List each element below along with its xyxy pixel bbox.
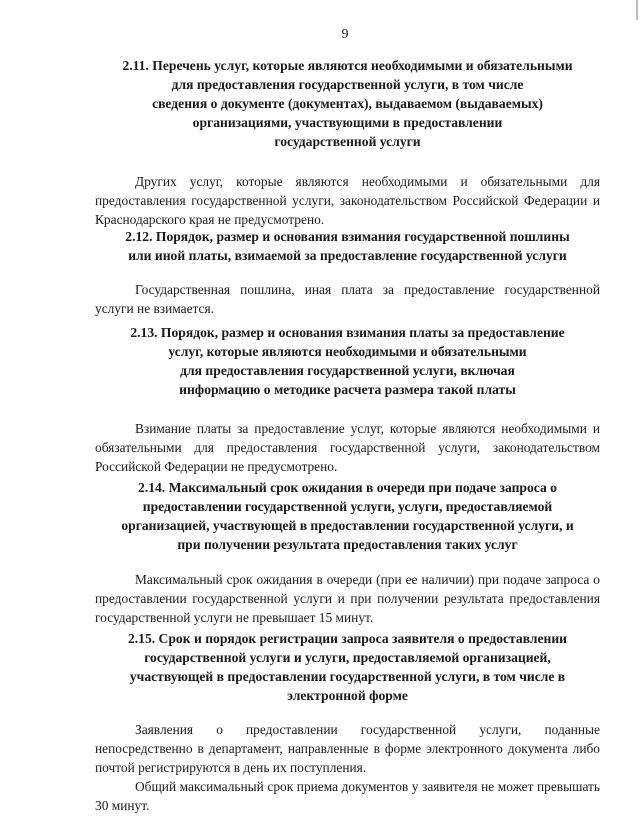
heading-line: при получении результата предоставления таких услуг [177, 537, 518, 552]
heading-line: для предоставления государственной услуги, включая [180, 363, 515, 378]
heading-line: 2.15. Срок и порядок регистрации запроса заявителя о предоставлении [127, 631, 568, 646]
section-paragraph: Заявления о предоставлении государственной услуги, поданные непосредственно в департамент, направленные в форме электронного документа либо почтой регистрируются в день их поступления. [95, 722, 600, 775]
heading-line: организацией, участвующей в предоставлении государственной услуги, и [121, 518, 574, 533]
heading-line: 2.12. Порядок, размер и основания взимания государственной пошлины [125, 229, 570, 244]
heading-line: услуг, которые являются необходимыми и обязательными [168, 344, 527, 359]
heading-line: 2.13. Порядок, размер и основания взимания платы за предоставление [130, 325, 565, 340]
heading-line: для предоставления государственной услуги, в том числе [171, 77, 524, 92]
heading-line: или иной платы, взимаемой за предоставление государственной услуги [128, 248, 567, 263]
heading-line: 2.14. Максимальный срок ожидания в очереди при подаче запроса о [138, 480, 557, 495]
section-heading [95, 629, 600, 705]
heading-line: сведения о документе (документах), выдаваемом (выдаваемых) [152, 96, 543, 111]
section-heading [95, 323, 600, 399]
section-paragraph: Максимальный срок ожидания в очереди (при ее наличии) при подаче запроса о предоставлении государственной услуги и при получении результата предоставления государственной услуги не превышает 15 минут. [95, 572, 600, 625]
heading-line: 2.11. Перечень услуг, которые являются необходимыми и обязательными [122, 58, 573, 73]
section-heading [95, 227, 600, 265]
section-paragraph: Других услуг, которые являются необходимыми и обязательными для предоставления государственной услуги, законодательством Российской Федерации и Краснодарского края не предусмотрено. [95, 174, 600, 227]
section-2-15 [95, 629, 600, 815]
section-heading [95, 478, 600, 554]
section-heading [95, 56, 600, 151]
section-paragraph: Государственная пошлина, иная плата за предоставление государственной услуги не взимается. [95, 282, 600, 316]
section-2-11 [95, 56, 600, 229]
section-2-13 [95, 323, 600, 476]
heading-line: информацию о методике расчета размера такой платы [179, 382, 516, 397]
heading-line: участвующей в предоставлении государственной услуги, в том числе в [129, 669, 566, 684]
section-paragraph: Взимание платы за предоставление услуг, которые являются необходимыми и обязательными для предоставления государственной услуги, законодательством Российской Федерации не предусмотрено. [95, 421, 600, 474]
section-2-14 [95, 478, 600, 627]
heading-line: государственной услуги [274, 134, 421, 149]
heading-line: государственной услуги и услуги, предоставляемой организацией, [144, 650, 551, 665]
heading-line: предоставлении государственной услуги, услуги, предоставляемой [142, 499, 553, 514]
scan-edge-mark [636, 0, 638, 20]
page-number: 9 [341, 27, 349, 42]
section-paragraph: Общий максимальный срок приема документов у заявителя не может превышать 30 минут. [95, 779, 600, 813]
heading-line: организациями, участвующими в предоставлении [192, 115, 503, 130]
section-2-12 [95, 227, 600, 318]
heading-line: электронной форме [287, 688, 408, 703]
